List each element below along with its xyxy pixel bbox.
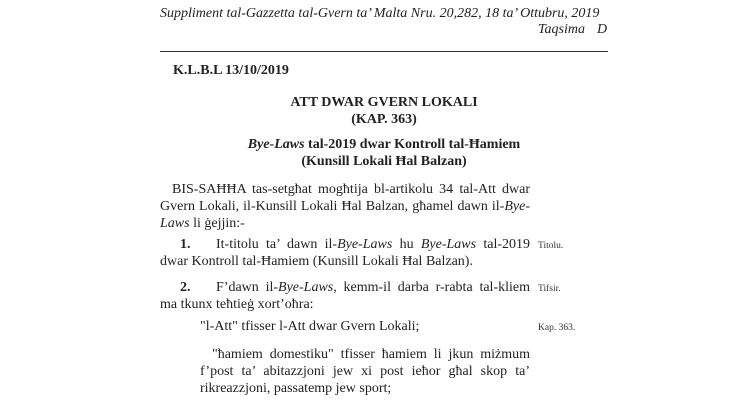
document-reference: K.L.B.L 13/10/2019 [173,63,289,78]
header-rule [160,51,608,52]
definition-hamiem-domestiku [200,346,530,397]
margin-note-titolu: Titolu. [538,241,564,251]
clause-2-number: 2. [180,280,191,295]
section-label: Taqsima [538,22,585,37]
clause-2-a: F’dawn il- [216,280,279,295]
margin-note-tifsir: Tifsir. [538,284,561,294]
bylaws-title [160,137,608,153]
clause-1-b: hu [392,237,421,252]
margin-note-kap: Kap. 363. [538,323,576,333]
bylaws-title-rest: tal-2019 dwar Kontroll tal-Ħamiem [304,137,521,152]
gazette-section [538,22,607,38]
bylaws-council: (Kunsill Lokali Ħal Balzan) [301,154,467,169]
gazette-header-title: Suppliment tal-Gazzetta tal-Gvern ta’ Malta Nru. 20,282, 18 ta’ Ottubru, 2019 [160,6,600,21]
clause-2-a-italic: Bye-Laws [278,280,334,295]
intro-paragraph [160,181,530,232]
clause-1 [160,236,530,270]
clause-2 [160,279,530,313]
clause-1-c: tal-2019 dwar Kontroll tal-Ħamiem (Kunsill Lokali Ħal Balzan). [160,237,531,269]
intro-part2: li ġejjin:- [189,216,245,231]
clause-1-number: 1. [180,237,191,252]
intro-part1: BIS-SAĦĦA tas-setgħat mogħtija bl-artikolu 34 tal-Att dwar Gvern Lokali, il-Kunsill Lokali Ħal Balzan, għamel dawn il- [160,182,530,214]
act-title: ATT DWAR GVERN LOKALI [290,95,478,110]
act-chapter: (KAP. 363) [351,112,417,127]
definition-hamiem-text: "ħamiem domestiku" tfisser ħamiem li jkun miżmum f’post ta’ abitazzjoni jew xi post ieħor għal skop ta’ rikreazzjoni, passatemp jew sport; [200,347,530,396]
clause-1-a-italic: Bye-Laws [337,237,393,252]
clause-2-b: , kemm-il darba r-rabta tal-kliem ma tkunx teħtieġ xort’oħra: [160,280,530,312]
bylaws-title-italic: Bye-Laws [247,137,305,152]
clause-1-b-italic: Bye-Laws [420,237,477,252]
definition-att: "l-Att" tfisser l-Att dwar Gvern Lokali; [200,319,420,334]
section-letter: D [596,22,608,37]
clause-1-a: It-titolu ta’ dawn il- [216,237,338,252]
intro-italic: Bye-Laws [160,199,530,231]
